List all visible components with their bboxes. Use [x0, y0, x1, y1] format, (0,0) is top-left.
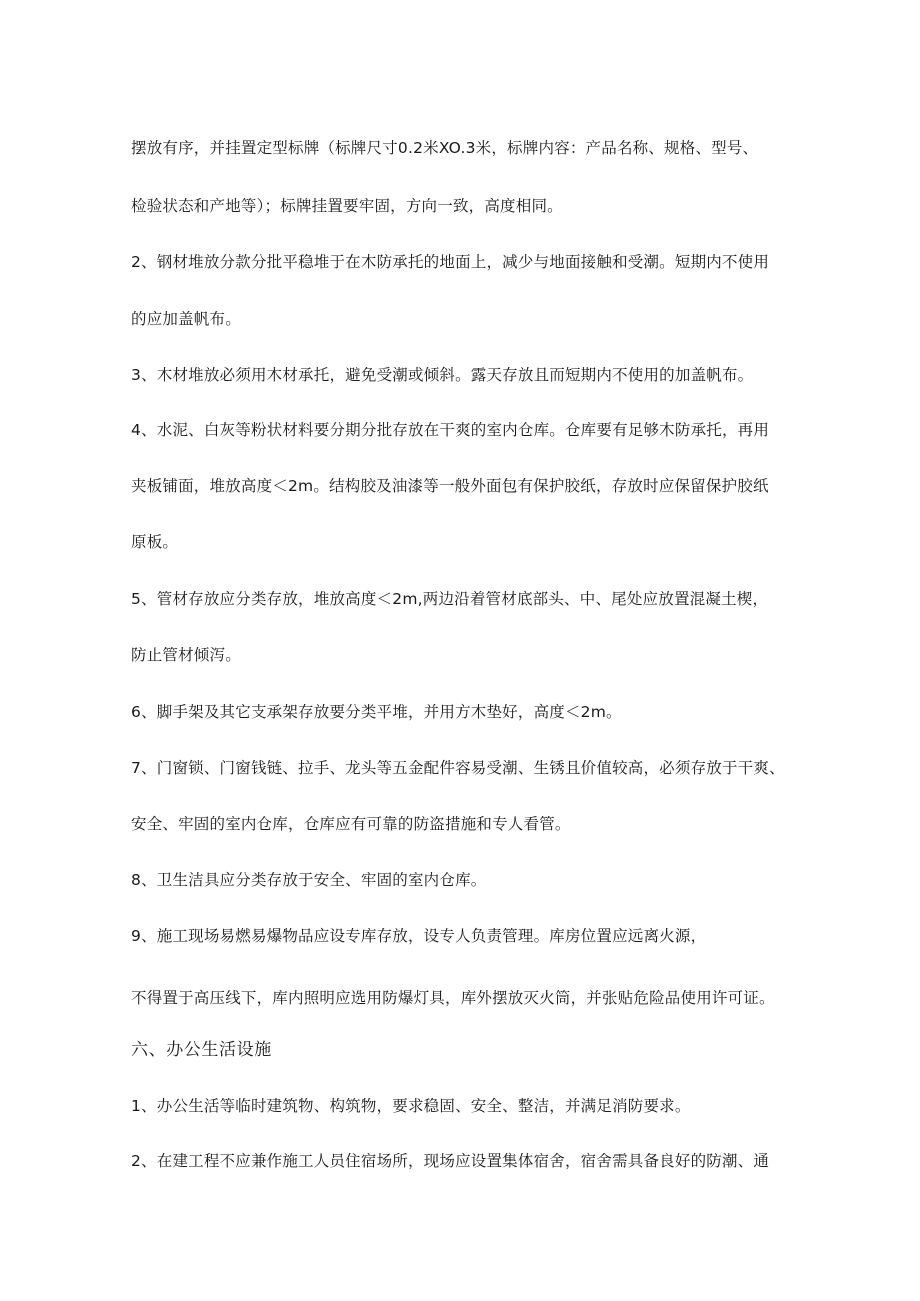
text-line: 6、脚手架及其它支承架存放要分类平堆，并用方木垫好，高度＜2m。 — [131, 703, 622, 721]
text-line: 防止管材倾泻。 — [131, 646, 241, 664]
text-line: 8、卫生洁具应分类存放于安全、牢固的室内仓库。 — [131, 871, 487, 889]
text-line: 不得置于高压线下，库内照明应选用防爆灯具，库外摆放灭火筒，并张贴危险品使用许可证。 — [131, 989, 775, 1007]
text-line: 的应加盖帆布。 — [131, 310, 241, 328]
text-line: 3、木材堆放必须用木材承托，避免受潮或倾斜。露天存放且而短期内不使用的加盖帆布。 — [131, 366, 754, 384]
text-line: 夹板铺面，堆放高度＜2m。结构胶及油漆等一般外面包有保护胶纸，存放时应保留保护胶纸 — [131, 477, 769, 495]
text-line: 安全、牢固的室内仓库，仓库应有可靠的防盗措施和专人看管。 — [131, 815, 571, 833]
text-line: 1、办公生活等临时建筑物、构筑物，要求稳固、安全、整洁，并满足消防要求。 — [131, 1097, 691, 1115]
text-line: 5、管材存放应分类存放，堆放高度＜2m,两边沿着管材底部头、中、尾处应放置混凝土楔， — [131, 590, 769, 608]
text-line: 2、在建工程不应兼作施工人员住宿场所，现场应设置集体宿舍，宿舍需具备良好的防潮、通 — [131, 1152, 770, 1170]
section-heading: 六、办公生活设施 — [131, 1040, 272, 1060]
text-line: 4、水泥、白灰等粉状材料要分期分批存放在干爽的室内仓库。仓库要有足够木防承托，再用 — [131, 421, 770, 439]
text-line: 2、钢材堆放分款分批平稳堆于在木防承托的地面上，减少与地面接触和受潮。短期内不使用 — [131, 253, 770, 271]
text-line: 原板。 — [131, 533, 179, 551]
text-line: 7、门窗锁、门窗钱链、拉手、龙头等五金配件容易受潮、生锈且价值较高，必须存放于干爽、 — [131, 759, 785, 777]
text-line: 检验状态和产地等）；标牌挂置要牢固，方向一致，高度相同。 — [131, 197, 563, 215]
text-line: 摆放有序，并挂置定型标牌（标牌尺寸0.2米XO.3米，标牌内容：产品名称、规格、型号、 — [131, 139, 759, 157]
text-line: 9、施工现场易燃易爆物品应设专库存放，设专人负责管理。库房位置应远离火源， — [131, 927, 707, 945]
